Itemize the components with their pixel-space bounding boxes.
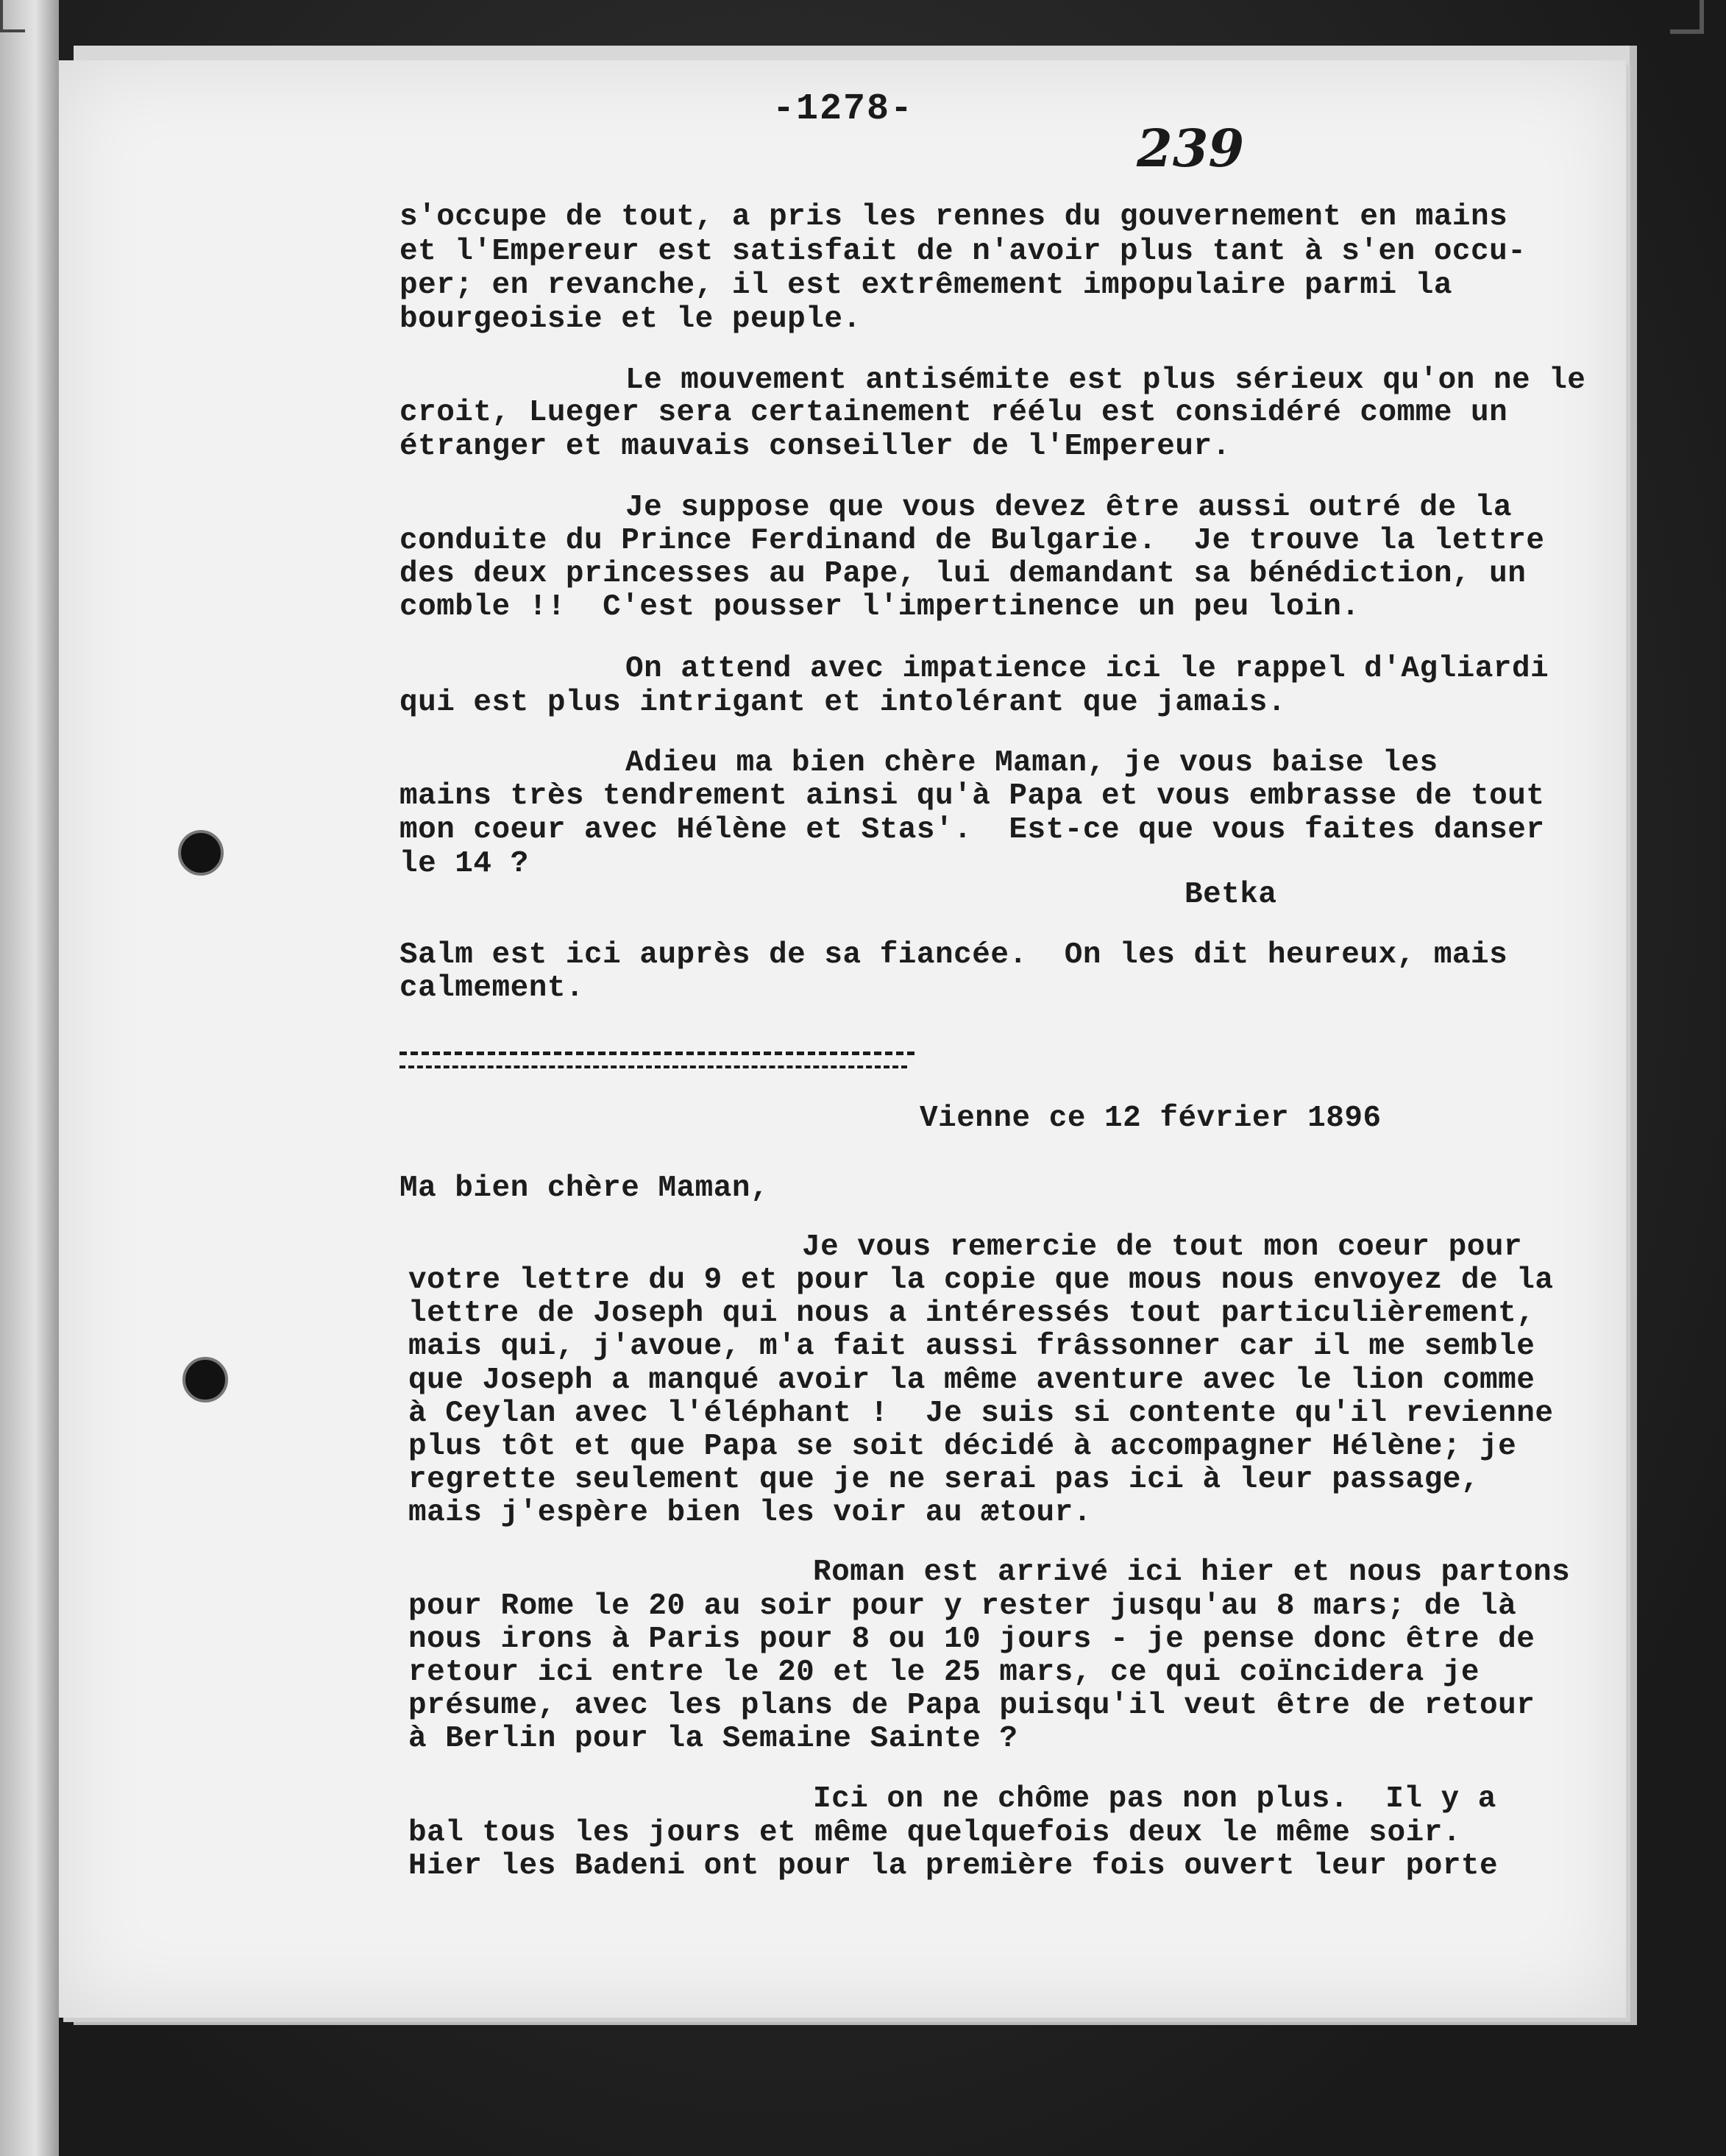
corner-mark bbox=[1670, 0, 1704, 34]
text-line: mais qui, j'avoue, m'a fait aussi frâssonner car il me semble bbox=[408, 1330, 1535, 1364]
text-line: comble !! C'est pousser l'impertinence un peu loin. bbox=[399, 590, 1360, 624]
text-line: regrette seulement que je ne serai pas ici à leur passage, bbox=[408, 1463, 1480, 1497]
text-line: pour Rome le 20 au soir pour y rester jusqu'au 8 mars; de là bbox=[408, 1589, 1517, 1623]
handwritten-page-number: 239 bbox=[1137, 118, 1245, 179]
signature: Betka bbox=[1185, 878, 1277, 912]
text-line: le 14 ? bbox=[399, 847, 529, 881]
text-line: qui est plus intrigant et intolérant que jamais. bbox=[399, 686, 1286, 720]
text-line: bal tous les jours et même quelquefois deux le même soir. bbox=[408, 1816, 1461, 1850]
salutation: Ma bien chère Maman, bbox=[399, 1171, 770, 1205]
text-line: mon coeur avec Hélène et Stas'. Est-ce que vous faites danser bbox=[399, 813, 1545, 847]
text-line: mains très tendrement ainsi qu'à Papa et vous embrasse de tout bbox=[399, 779, 1545, 813]
text-line: Je suppose que vous devez être aussi outré de la bbox=[625, 491, 1512, 525]
text-line: mais j'espère bien les voir au ætour. bbox=[408, 1496, 1092, 1530]
punch-hole bbox=[178, 830, 224, 876]
text-line: des deux princesses au Pape, lui demandant sa bénédiction, un bbox=[399, 557, 1527, 591]
text-line: présume, avec les plans de Papa puisqu'il veut être de retour bbox=[408, 1689, 1535, 1723]
letter-separator bbox=[399, 1065, 907, 1068]
text-line: bourgeoisie et le peuple. bbox=[399, 302, 862, 336]
punch-hole bbox=[182, 1357, 228, 1403]
text-line: Le mouvement antisémite est plus sérieux qu'on ne le bbox=[625, 364, 1586, 397]
text-line: Je vous remercie de tout mon coeur pour bbox=[802, 1230, 1523, 1264]
text-line: plus tôt et que Papa se soit décidé à accompagner Hélène; je bbox=[408, 1430, 1517, 1464]
text-line: croit, Lueger sera certainement réélu est considéré comme un bbox=[399, 396, 1508, 430]
text-line: et l'Empereur est satisfait de n'avoir plus tant à s'en occu- bbox=[399, 235, 1527, 269]
text-line: à Berlin pour la Semaine Sainte ? bbox=[408, 1722, 1018, 1756]
text-line: étranger et mauvais conseiller de l'Empereur. bbox=[399, 430, 1231, 464]
text-line: On attend avec impatience ici le rappel d'Agliardi bbox=[625, 652, 1549, 686]
text-line: Adieu ma bien chère Maman, je vous baise les bbox=[625, 746, 1438, 780]
text-line: nous irons à Paris pour 8 ou 10 jours - je pense donc être de bbox=[408, 1623, 1535, 1656]
text-line: lettre de Joseph qui nous a intéressés tout particulièrement, bbox=[408, 1297, 1535, 1330]
corner-mark bbox=[0, 0, 25, 32]
text-line: s'occupe de tout, a pris les rennes du gouvernement en mains bbox=[399, 200, 1508, 234]
text-line: Hier les Badeni ont pour la première fois ouvert leur porte bbox=[408, 1849, 1499, 1883]
text-line: votre lettre du 9 et pour la copie que mous nous envoyez de la bbox=[408, 1263, 1554, 1297]
text-line: que Joseph a manqué avoir la même aventure avec le lion comme bbox=[408, 1364, 1535, 1397]
postscript-line: calmement. bbox=[399, 971, 585, 1005]
dateline: Vienne ce 12 février 1896 bbox=[920, 1102, 1382, 1135]
letter-separator bbox=[399, 1052, 915, 1055]
text-line: conduite du Prince Ferdinand de Bulgarie. Je trouve la lettre bbox=[399, 524, 1545, 558]
typed-page-number: -1278- bbox=[773, 88, 915, 130]
text-line: Ici on ne chôme pas non plus. Il y a bbox=[813, 1782, 1496, 1816]
text-line: retour ici entre le 20 et le 25 mars, ce qui coïncidera je bbox=[408, 1656, 1480, 1689]
text-line: Roman est arrivé ici hier et nous partons bbox=[813, 1556, 1571, 1589]
postscript-line: Salm est ici auprès de sa fiancée. On les dit heureux, mais bbox=[399, 938, 1508, 972]
text-line: per; en revanche, il est extrêmement impopulaire parmi la bbox=[399, 269, 1452, 302]
binder-strip bbox=[0, 0, 59, 2156]
text-line: à Ceylan avec l'éléphant ! Je suis si contente qu'il revienne bbox=[408, 1397, 1554, 1430]
